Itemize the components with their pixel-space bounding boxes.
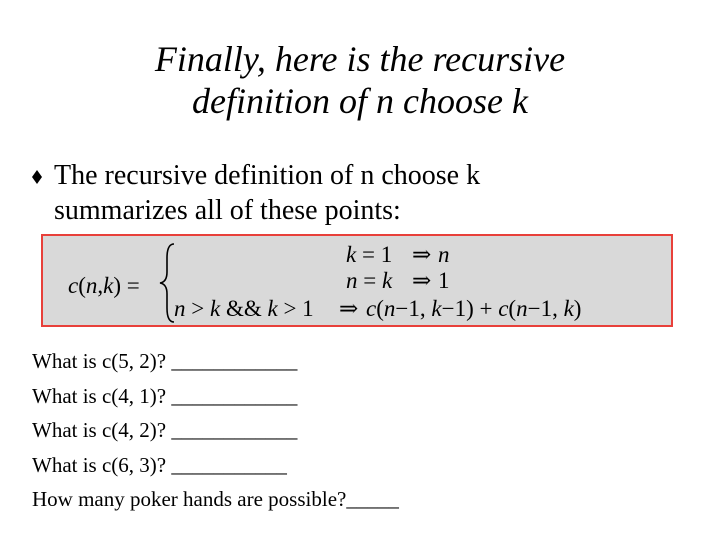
case-1-condition: k = 1 — [346, 242, 393, 267]
piecewise-formula — [43, 236, 671, 325]
formula-lhs: c(n,k) = — [68, 273, 140, 298]
question-poker-hands: How many poker hands are possible?_____ — [32, 487, 399, 511]
question-c-4-1: What is c(4, 1)? ____________ — [32, 383, 298, 408]
title-line-1: Finally, here is the recursive — [154, 39, 566, 79]
bullet-text — [54, 158, 684, 228]
question-c-4-2: What is c(4, 2)? ____________ — [32, 418, 298, 442]
slide-title — [60, 38, 660, 122]
diamond-bullet-icon — [32, 170, 42, 184]
case-1-arrow: ⇒ — [412, 242, 432, 267]
case-1-result: n — [438, 242, 450, 267]
title-line-2: definition of n choose k — [192, 81, 528, 121]
case-2-condition: n = k — [346, 268, 393, 293]
bullet-line-2: summarizes all of these points: — [54, 195, 401, 226]
bullet-line-1: The recursive definition of n choose k — [54, 160, 481, 191]
case-2-result: 1 — [438, 268, 450, 293]
case-3-result: c(n−1, k−1) + c(n−1, k) — [366, 296, 582, 321]
case-2-arrow: ⇒ — [412, 268, 432, 293]
question-list — [32, 344, 399, 517]
question-c-5-2: What is c(5, 2)? ____________ — [32, 349, 298, 373]
case-3-arrow: ⇒ — [339, 296, 359, 321]
left-brace — [160, 244, 174, 322]
recursive-formula-box — [41, 234, 673, 327]
case-3-condition: n > k && k > 1 — [174, 296, 314, 321]
question-c-6-3: What is c(6, 3)? ___________ — [32, 452, 287, 477]
